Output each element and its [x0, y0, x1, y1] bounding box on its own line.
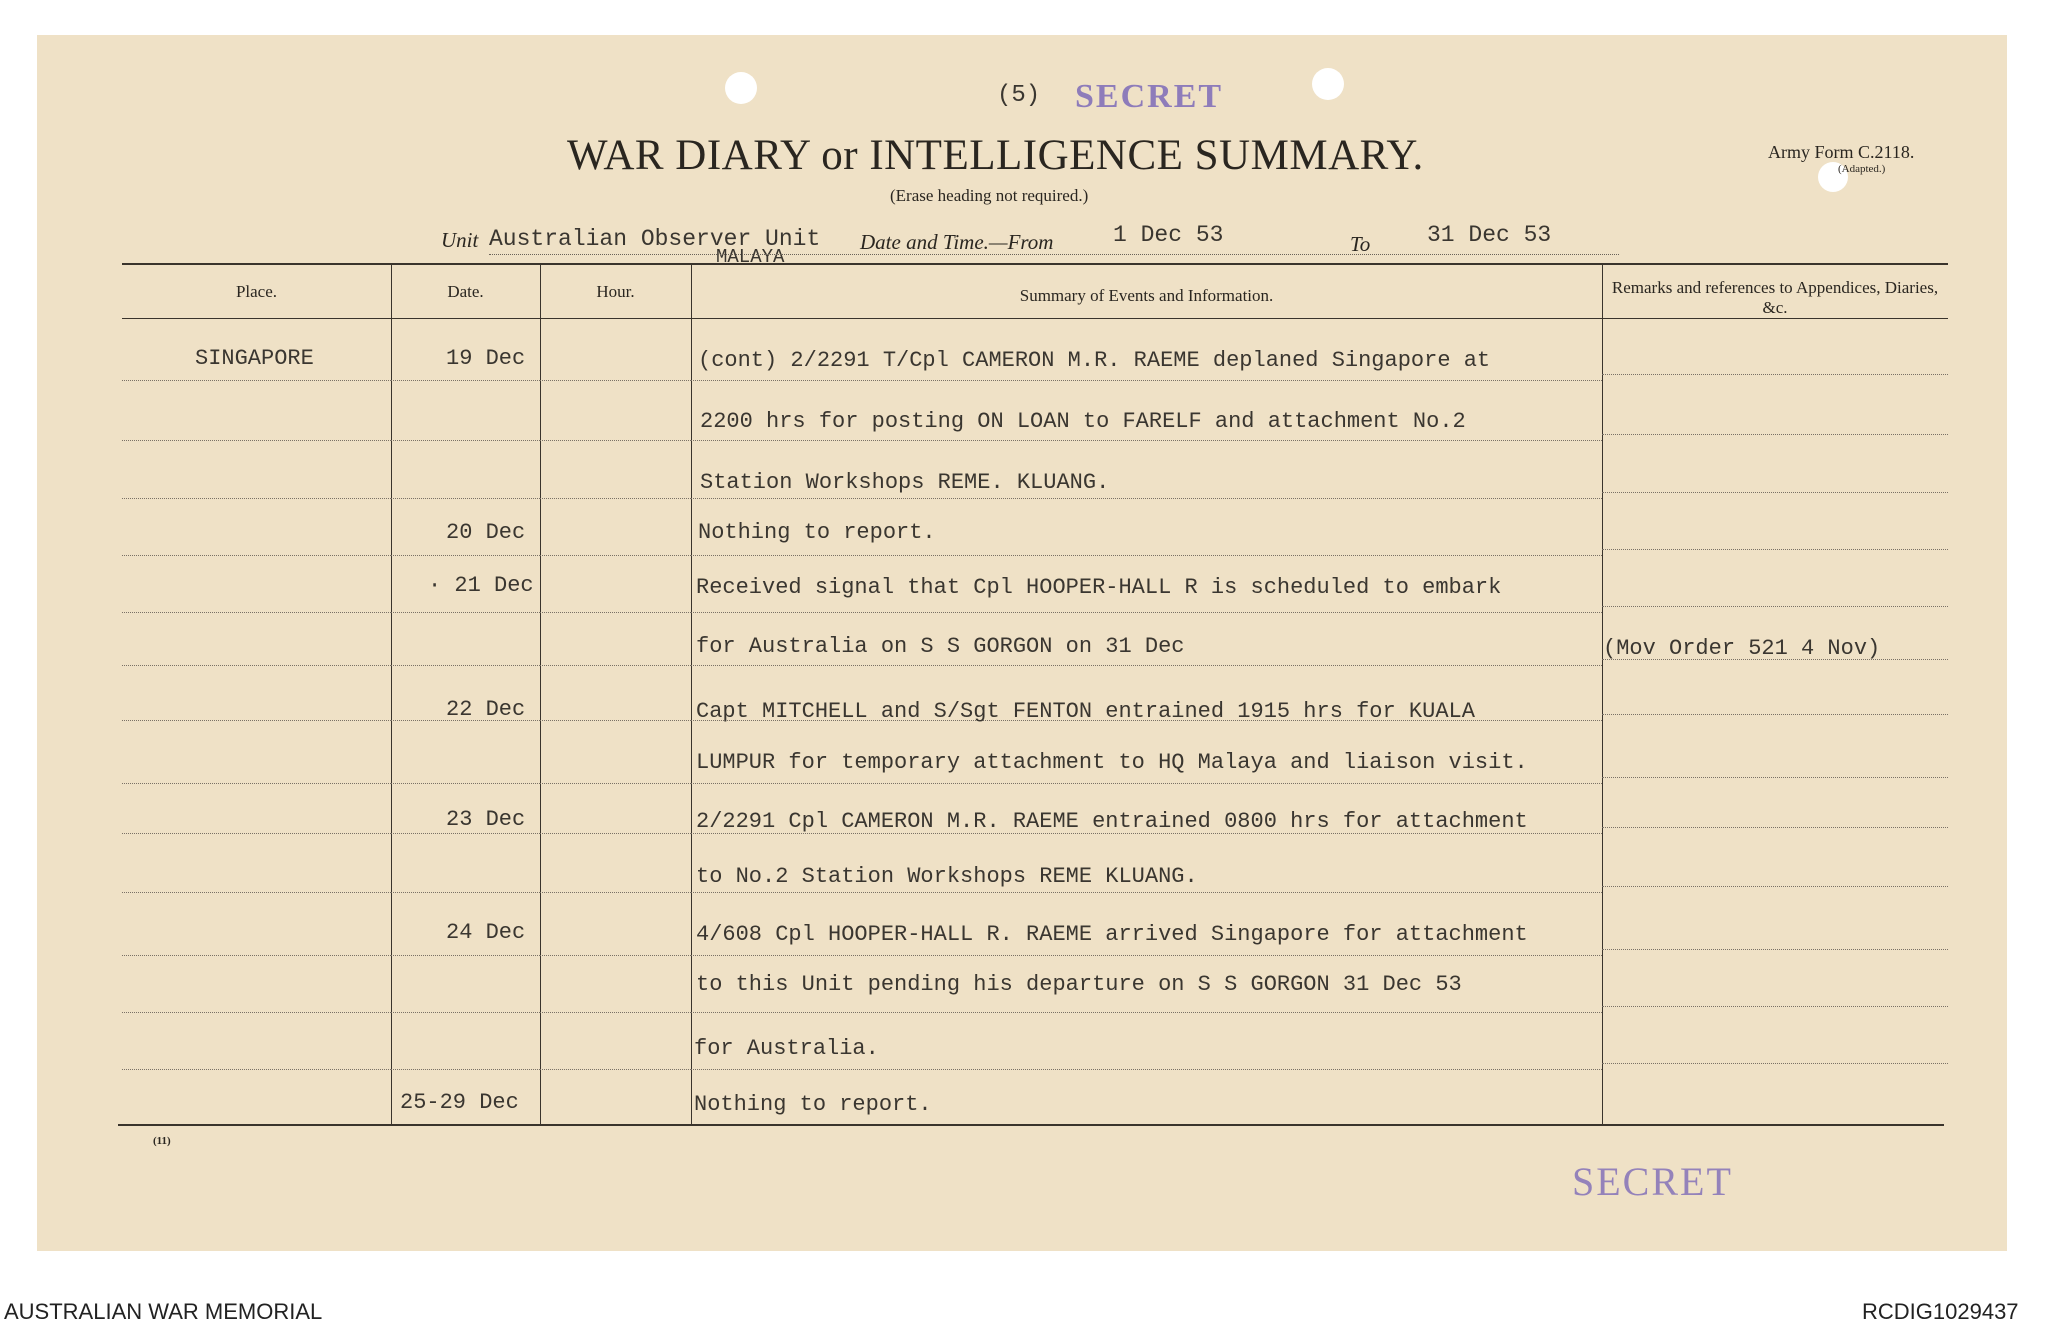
- row-rule: [122, 612, 391, 613]
- column-header-place: Place.: [235, 282, 278, 301]
- army-form-label: Army Form C.2118.: [1768, 142, 1915, 162]
- form-title: WAR DIARY or INTELLIGENCE SUMMARY.: [567, 132, 1424, 179]
- row-rule: [540, 612, 691, 613]
- form-footer-code: (11): [153, 1135, 171, 1147]
- row-5-summary: Received signal that Cpl HOOPER-HALL R is scheduled to embark: [696, 575, 1502, 600]
- top-secret-stamp: SECRET: [1075, 78, 1224, 115]
- row-rule: [391, 665, 540, 666]
- row-rule: [391, 833, 540, 834]
- row-rule: [122, 1069, 391, 1070]
- form-subtitle: (Erase heading not required.): [890, 186, 1089, 205]
- row-rule: [391, 380, 540, 381]
- row-rule: [1602, 374, 1948, 375]
- row-rule: [122, 955, 391, 956]
- row-rule: [391, 612, 540, 613]
- archive-caption-right: RCDIG1029437: [1862, 1299, 2019, 1324]
- row-3-summary: Station Workshops REME. KLUANG.: [700, 470, 1110, 495]
- row-rule: [391, 783, 540, 784]
- row-rule: [540, 498, 691, 499]
- table-header-rule: [122, 318, 1948, 319]
- row-rule: [122, 440, 391, 441]
- row-rule: [391, 1069, 540, 1070]
- row-rule: [391, 1012, 540, 1013]
- row-rule: [391, 440, 540, 441]
- row-rule: [1602, 434, 1948, 435]
- bottom-secret-stamp: SECRET: [1572, 1159, 1733, 1204]
- row-11-summary: 4/608 Cpl HOOPER-HALL R. RAEME arrived Singapore for attachment: [696, 922, 1528, 947]
- row-rule: [122, 783, 391, 784]
- punch-hole-right: [1312, 68, 1344, 100]
- row-rule: [391, 892, 540, 893]
- column-header-remarks: Remarks and references to Appendices, Diaries, &c.: [1611, 278, 1939, 317]
- row-rule: [540, 1012, 691, 1013]
- punch-hole-left: [725, 72, 757, 104]
- row-rule: [540, 1069, 691, 1070]
- unit-value-sub: MALAYA: [716, 246, 785, 268]
- row-rule: [691, 440, 1602, 441]
- row-rule: [540, 833, 691, 834]
- row-rule: [1602, 606, 1948, 607]
- row-rule: [691, 665, 1602, 666]
- row-14-date: 25-29 Dec: [400, 1090, 519, 1115]
- column-divider-summary: [1602, 265, 1603, 1124]
- column-divider-place: [391, 265, 392, 1124]
- row-rule: [122, 498, 391, 499]
- row-rule: [391, 498, 540, 499]
- to-label: To: [1350, 232, 1371, 256]
- row-13-summary: for Australia.: [694, 1036, 879, 1061]
- row-rule: [540, 440, 691, 441]
- column-divider-date: [540, 265, 541, 1124]
- row-rule: [540, 720, 691, 721]
- row-7-date: 22 Dec: [446, 697, 526, 722]
- row-rule: [1602, 492, 1948, 493]
- row-7-summary: Capt MITCHELL and S/Sgt FENTON entrained 1915 hrs for KUALA: [696, 699, 1475, 724]
- row-rule: [122, 555, 391, 556]
- row-rule: [691, 892, 1602, 893]
- row-rule: [1602, 949, 1948, 950]
- to-date-value: 31 Dec 53: [1427, 222, 1552, 248]
- row-1-summary: (cont) 2/2291 T/Cpl CAMERON M.R. RAEME deplaned Singapore at: [698, 348, 1491, 373]
- row-rule: [1602, 886, 1948, 887]
- row-rule: [1602, 1063, 1948, 1064]
- unit-label: Unit: [441, 228, 479, 252]
- unit-value: Australian Observer Unit: [489, 226, 821, 252]
- row-14-summary: Nothing to report.: [694, 1092, 932, 1117]
- row-1-place: SINGAPORE: [195, 346, 314, 371]
- row-2-summary: 2200 hrs for posting ON LOAN to FARELF and attachment No.2: [700, 409, 1466, 434]
- column-header-hour: Hour.: [596, 282, 635, 301]
- row-rule: [540, 665, 691, 666]
- row-rule: [691, 783, 1602, 784]
- row-rule: [391, 555, 540, 556]
- row-rule: [540, 955, 691, 956]
- row-rule: [122, 665, 391, 666]
- row-9-date: 23 Dec: [446, 807, 526, 832]
- archive-caption-left: AUSTRALIAN WAR MEMORIAL: [4, 1299, 323, 1324]
- army-form-sublabel: (Adapted.): [1838, 163, 1886, 175]
- from-date-value: 1 Dec 53: [1113, 222, 1224, 248]
- row-rule: [691, 555, 1602, 556]
- row-11-date: 24 Dec: [446, 920, 526, 945]
- row-rule: [691, 498, 1602, 499]
- row-rule: [540, 783, 691, 784]
- row-8-summary: LUMPUR for temporary attachment to HQ Malaya and liaison visit.: [696, 750, 1528, 775]
- row-rule: [122, 1012, 391, 1013]
- row-rule: [540, 892, 691, 893]
- row-rule: [691, 1069, 1602, 1070]
- table-bottom-border: [118, 1124, 1944, 1126]
- unit-underline: [489, 254, 1619, 255]
- date-time-label: Date and Time.—From: [860, 230, 1054, 254]
- row-rule: [540, 555, 691, 556]
- row-1-date: 19 Dec: [446, 346, 526, 371]
- row-rule: [1602, 777, 1948, 778]
- row-rule: [122, 380, 391, 381]
- row-rule: [1602, 1006, 1948, 1007]
- column-header-date: Date.: [447, 282, 484, 301]
- row-rule: [122, 833, 391, 834]
- row-rule: [391, 955, 540, 956]
- row-rule: [1602, 827, 1948, 828]
- table-top-border: [122, 263, 1948, 265]
- row-rule: [540, 380, 691, 381]
- row-4-summary: Nothing to report.: [698, 520, 936, 545]
- row-10-summary: to No.2 Station Workshops REME KLUANG.: [696, 864, 1198, 889]
- row-rule: [691, 612, 1602, 613]
- row-6-remarks: (Mov Order 521 4 Nov): [1603, 636, 1881, 661]
- row-12-summary: to this Unit pending his departure on S S GORGON 31 Dec 53: [696, 972, 1462, 997]
- row-rule: [122, 720, 391, 721]
- page-number: (5): [997, 82, 1041, 109]
- column-divider-hour: [691, 265, 692, 1124]
- row-rule: [122, 892, 391, 893]
- row-rule: [691, 1012, 1602, 1013]
- row-4-date: 20 Dec: [446, 520, 526, 545]
- row-rule: [691, 380, 1602, 381]
- column-header-summary: Summary of Events and Information.: [1019, 286, 1274, 305]
- row-5-date: · 21 Dec: [428, 573, 534, 598]
- row-6-summary: for Australia on S S GORGON on 31 Dec: [696, 634, 1185, 659]
- row-rule: [1602, 714, 1948, 715]
- row-rule: [1602, 549, 1948, 550]
- row-rule: [691, 955, 1602, 956]
- row-9-summary: 2/2291 Cpl CAMERON M.R. RAEME entrained 0800 hrs for attachment: [696, 809, 1528, 834]
